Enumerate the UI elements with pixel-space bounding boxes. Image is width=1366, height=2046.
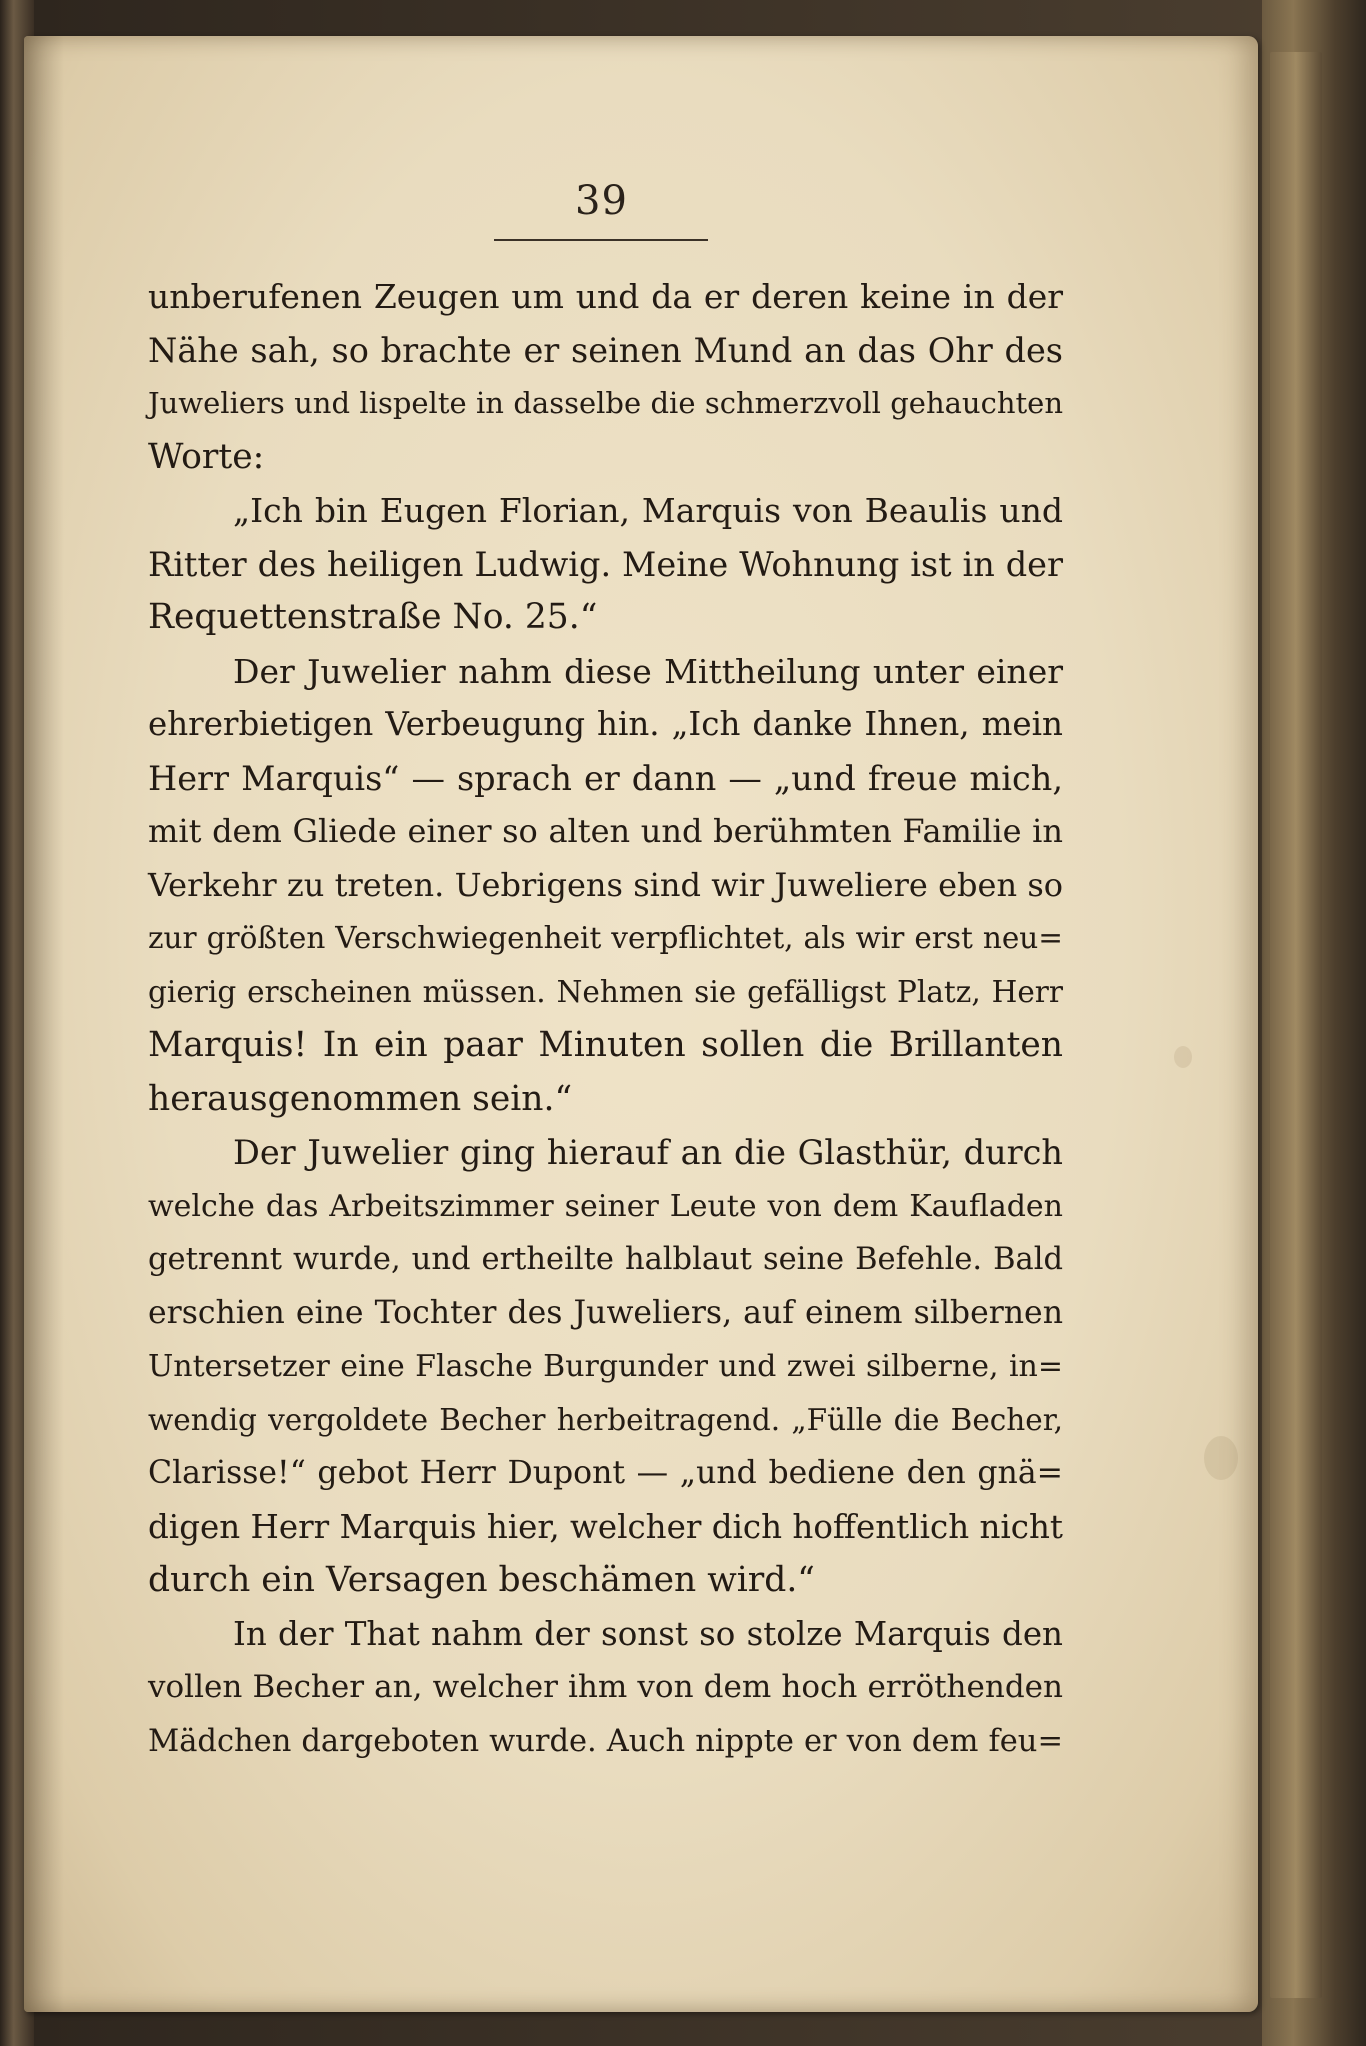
text-line: digen Herr Marquis hier, welcher dich hoffentlich nicht <box>148 1507 1063 1546</box>
text-line: Der Juwelier ging hierauf an die Glasthür, durch <box>233 1133 1063 1172</box>
text-line: vollen Becher an, welcher ihm von dem hoch erröthenden <box>148 1669 1063 1705</box>
spine-shadow <box>24 36 64 2012</box>
text-line: Untersetzer eine Flasche Burgunder und zwei silberne, in= <box>148 1349 1063 1384</box>
header-rule <box>494 239 708 241</box>
text-line: „Ich bin Eugen Florian, Marquis von Beaulis und <box>233 491 1063 530</box>
text-line: Der Juwelier nahm diese Mittheilung unter einer <box>233 651 1063 691</box>
cover-leather-strip <box>1270 52 1322 1998</box>
text-line: Verkehr zu treten. Uebrigens sind wir Juweliere eben so <box>148 865 1063 904</box>
text-line: Clarisse!“ gebot Herr Dupont — „und bediene den gnä= <box>148 1455 1063 1491</box>
text-line: mit dem Gliede einer so alten und berühmten Familie in <box>148 812 1063 850</box>
text-line: Nähe sah, so brachte er seinen Mund an das Ohr des <box>148 330 1063 370</box>
text-line: herausgenommen sein.“ <box>148 1078 573 1119</box>
text-line: getrennt wurde, und ertheilte halblaut seine Befehle. Bald <box>148 1242 1063 1277</box>
book-page <box>24 36 1258 2012</box>
text-line: Herr Marquis“ — sprach er dann — „und freue mich, <box>148 758 1063 798</box>
body-text <box>148 270 1063 1768</box>
text-line: gierig erscheinen müssen. Nehmen sie gefälligst Platz, Herr <box>148 974 1063 1009</box>
text-line: unberufenen Zeugen um und da er deren keine in der <box>148 277 1063 316</box>
paper-stain <box>1174 1046 1192 1068</box>
book-cover-edge <box>1262 0 1366 2046</box>
text-line: In der That nahm der sonst so stolze Marquis den <box>233 1614 1063 1653</box>
text-line: Worte: <box>148 436 265 477</box>
text-line: ehrerbietigen Verbeugung hin. „Ich danke Ihnen, mein <box>148 705 1063 743</box>
text-line: Ritter des heiligen Ludwig. Meine Wohnung ist in der <box>148 544 1063 584</box>
paper-stain <box>1204 1436 1238 1480</box>
text-line: erschien eine Tochter des Juweliers, auf einem silbernen <box>148 1294 1063 1331</box>
text-line: welche das Arbeitszimmer seiner Leute von dem Kaufladen <box>148 1188 1063 1224</box>
page-number: 39 <box>575 178 628 224</box>
text-line: Mädchen dargeboten wurde. Auch nippte er von dem feu= <box>148 1723 1063 1759</box>
text-line: Juweliers und lispelte in dasselbe die schmerzvoll gehauchten <box>148 386 1063 420</box>
text-line: wendig vergoldete Becher herbeitragend. „Fülle die Becher, <box>148 1402 1063 1437</box>
text-line: durch ein Versagen beschämen wird.“ <box>148 1560 815 1600</box>
text-line: zur größten Verschwiegenheit verpflichtet, als wir erst neu= <box>148 921 1063 955</box>
text-line: Requettenstraße No. 25.“ <box>148 597 598 637</box>
text-line: Marquis! In ein paar Minuten sollen die Brillanten <box>148 1025 1063 1065</box>
